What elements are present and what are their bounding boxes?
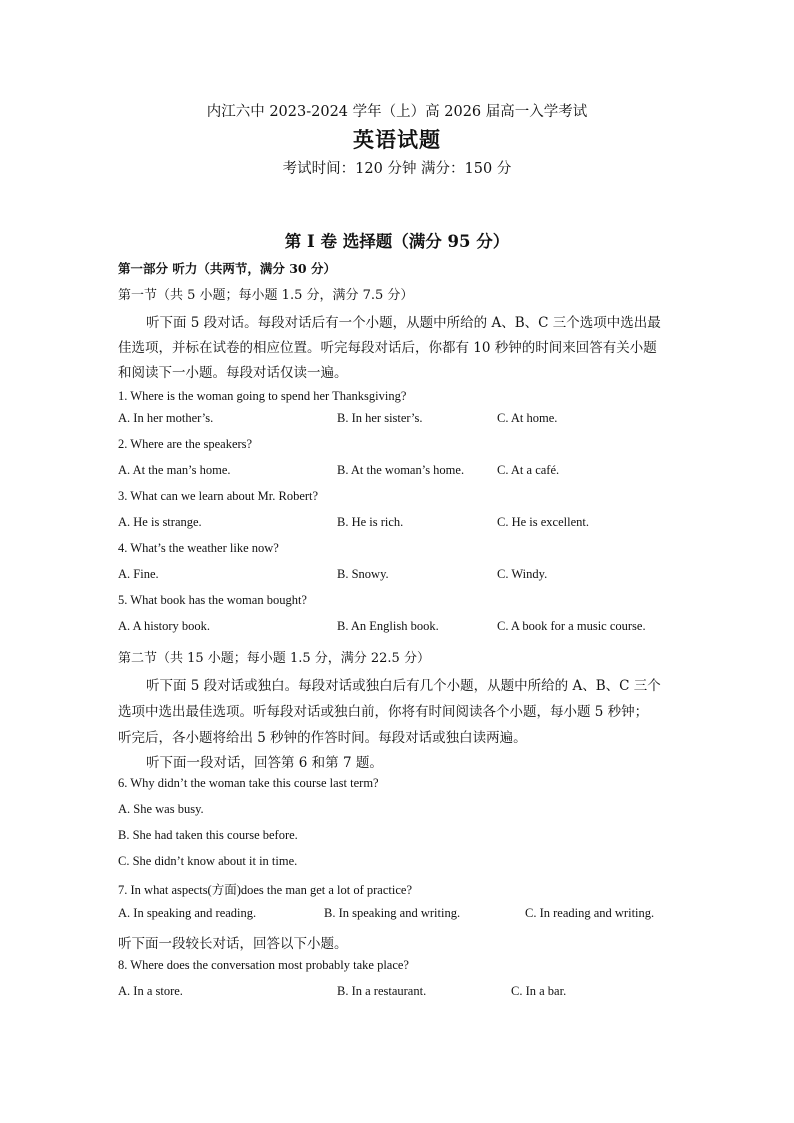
option-a: A. She was busy. [118,802,204,816]
volume-title: 第 I 卷 选择题（满分 95 分） [284,232,510,251]
option-b: B. In a restaurant. [337,984,427,998]
section1-instruction-line: 听下面 5 段对话。每段对话后有一个小题，从题中所给的 A、B、C 三个选项中选出最 [146,315,661,331]
exam-time-score: 考试时间：120 分钟 满分：150 分 [282,161,512,177]
option-a: A. A history book. [118,619,211,633]
subject-title: 英语试题 [353,127,441,152]
question-stem: 4. What’s the weather like now? [118,541,279,555]
option-a: A. In a store. [118,984,183,998]
option-c: C. In reading and writing. [525,906,655,920]
option-b: B. She had taken this course before. [118,828,298,842]
option-b: B. Snowy. [337,567,389,581]
question-stem: 6. Why didn’t the woman take this course last term? [118,776,379,790]
section2-instruction-line: 选项中选出最佳选项。听每段对话或独白前，你将有时间阅读各个小题，每小题 5 秒钟； [118,704,649,720]
section2-title: 第二节（共 15 小题；每小题 1.5 分，满分 22.5 分） [118,651,430,666]
dialog1-intro: 听下面一段对话，回答第 6 和第 7 题。 [146,755,383,771]
option-a: A. In speaking and reading. [118,906,257,920]
question-stem: 2. Where are the speakers? [118,437,253,451]
section1-instruction-line: 佳选项，并标在试卷的相应位置。听完每段对话后，你都有 10 秒钟的时间来回答有关小题 [118,340,657,356]
option-b: B. In her sister’s. [337,411,423,425]
section1-instruction-line: 和阅读下一小题。每段对话仅读一遍。 [118,365,348,381]
exam-header-line: 内江六中 2023-2024 学年（上）高 2026 届高一入学考试 [206,104,588,120]
part1-title: 第一部分 听力（共两节，满分 30 分） [118,261,336,276]
question-stem: 5. What book has the woman bought? [118,593,307,607]
option-b: B. An English book. [337,619,439,633]
option-c: C. Windy. [497,567,548,581]
option-b: B. In speaking and writing. [324,906,461,920]
option-a: A. He is strange. [118,515,202,529]
section2-instruction-line: 听下面 5 段对话或独白。每段对话或独白后有几个小题，从题中所给的 A、B、C 三个 [146,678,661,694]
option-c: C. At a café. [497,463,560,477]
option-a: A. Fine. [118,567,159,581]
option-b: B. At the woman’s home. [337,463,465,477]
option-c: C. He is excellent. [497,515,589,529]
option-c: C. At home. [497,411,558,425]
question-stem: 3. What can we learn about Mr. Robert? [118,489,319,503]
option-b: B. He is rich. [337,515,404,529]
section1-title: 第一节（共 5 小题；每小题 1.5 分，满分 7.5 分） [118,288,414,303]
option-c: C. A book for a music course. [497,619,646,633]
question-stem: 7. In what aspects(方面)does the man get a lot of practice? [118,883,412,897]
dialog2-intro: 听下面一段较长对话，回答以下小题。 [118,936,348,952]
option-c: C. In a bar. [511,984,567,998]
option-a: A. At the man’s home. [118,463,231,477]
question-stem: 1. Where is the woman going to spend her Thanksgiving? [118,389,407,403]
section2-instruction-line: 听完后，各小题将给出 5 秒钟的作答时间。每段对话或独白读两遍。 [118,730,527,746]
option-a: A. In her mother’s. [118,411,214,425]
option-c: C. She didn’t know about it in time. [118,854,298,868]
question-stem: 8. Where does the conversation most probably take place? [118,958,409,972]
